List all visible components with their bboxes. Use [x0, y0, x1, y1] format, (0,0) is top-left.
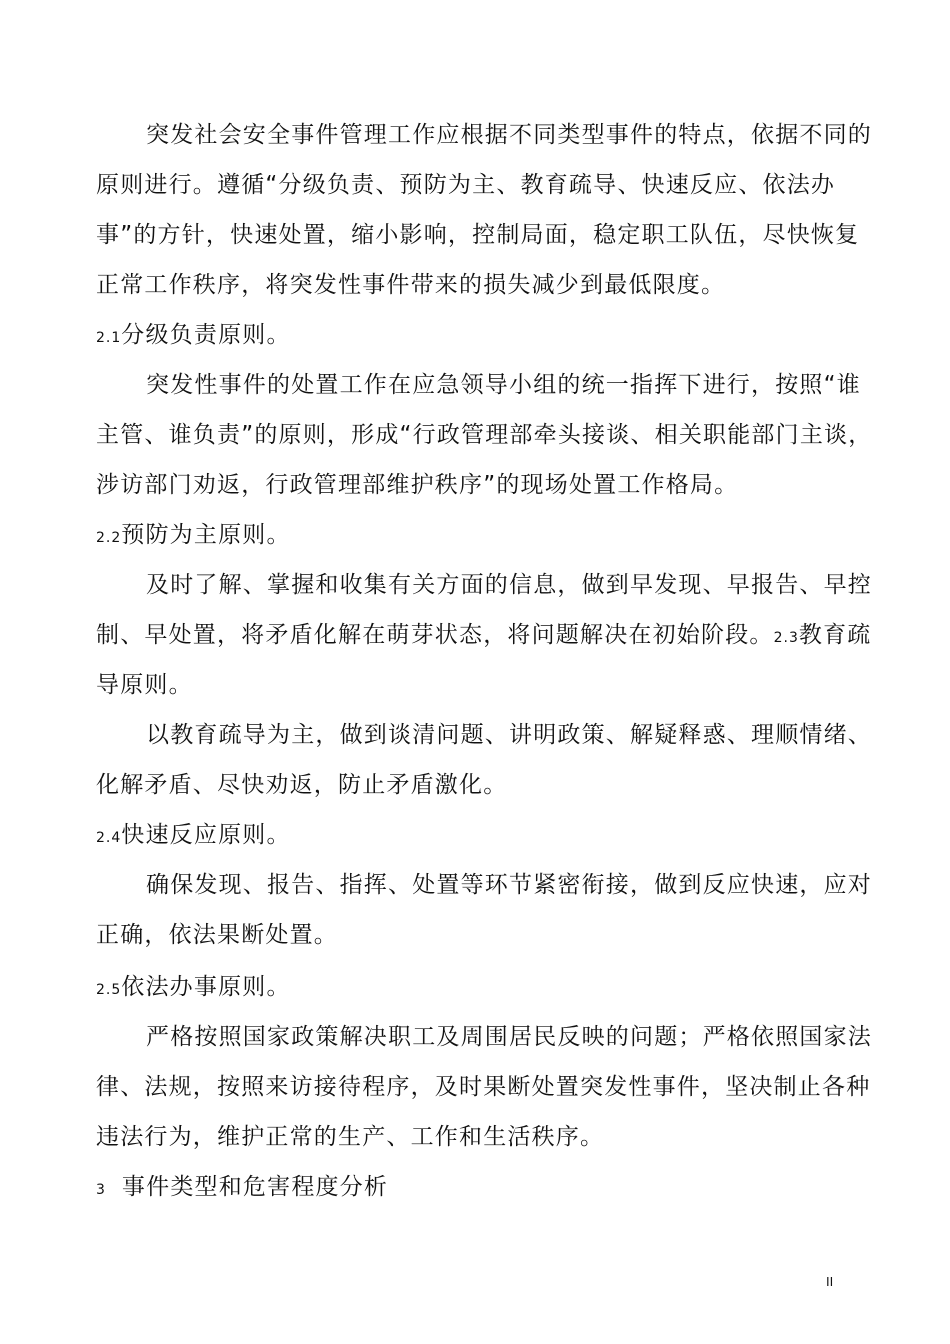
paragraph-4-line-2: 化解矛盾、尽快劝返，防止矛盾激化。: [96, 772, 508, 798]
paragraph-4-line-1: 以教育疏导为主，做到谈清问题、讲明政策、解疑释惑、理顺情绪、: [146, 722, 872, 748]
paragraph-3-line-3: 导原则。: [96, 672, 193, 698]
paragraph-2-line-1: 突发性事件的处置工作在应急领导小组的统一指挥下进行，按照“谁: [146, 372, 861, 398]
section-number: 2.1: [96, 330, 122, 346]
section-heading-3: [96, 1172, 388, 1205]
paragraph-1-line-4: 正常工作秩序，将突发性事件带来的损失减少到最低限度。: [96, 272, 726, 298]
section-title: 分级负责原则。: [121, 322, 291, 348]
paragraph-3-line-2: [96, 620, 871, 653]
paragraph-2-line-2: 主管、谁负责”的原则，形成“行政管理部牵头接谈、相关职能部门主谈，: [96, 422, 873, 448]
paragraph-6-line-1: 严格按照国家政策解决职工及周围居民反映的问题；严格依照国家法: [146, 1024, 872, 1050]
section-title: 依法办事原则。: [121, 974, 291, 1000]
paragraph-1-line-1: 突发社会安全事件管理工作应根据不同类型事件的特点，依据不同的: [146, 122, 872, 148]
section-heading-2-5: [96, 972, 291, 1005]
paragraph-5-line-2: 正确，依法果断处置。: [96, 922, 338, 948]
section-number: 3: [96, 1182, 106, 1198]
section-number: 2.3: [773, 630, 799, 646]
paragraph-1-line-3: 事”的方针，快速处置，缩小影响，控制局面，稳定职工队伍，尽快恢复: [96, 222, 860, 248]
page-number: II: [826, 1274, 834, 1289]
paragraph-1-line-2: 原则进行。遵循“分级负责、预防为主、教育疏导、快速反应、依法办: [96, 172, 836, 198]
section-title: 快速反应原则。: [121, 822, 291, 848]
section-number: 2.2: [96, 530, 122, 546]
paragraph-6-line-2: 律、法规，按照来访接待程序，及时果断处置突发性事件，坚决制止各种: [96, 1074, 871, 1100]
section-number: 2.5: [96, 982, 122, 998]
paragraph-3-line-2-text: 制、早处置，将矛盾化解在萌芽状态，将问题解决在初始阶段。: [96, 622, 774, 648]
section-heading-2-2: [96, 520, 291, 553]
section-number: 2.4: [96, 830, 122, 846]
section-title: 事件类型和危害程度分析: [121, 1174, 389, 1200]
paragraph-3-line-1: 及时了解、掌握和收集有关方面的信息，做到早发现、早报告、早控: [146, 572, 872, 598]
paragraph-5-line-1: 确保发现、报告、指挥、处置等环节紧密衔接，做到反应快速，应对: [146, 872, 872, 898]
section-title: 预防为主原则。: [121, 522, 291, 548]
section-title: 教育疏: [798, 622, 872, 648]
paragraph-6-line-3: 违法行为，维护正常的生产、工作和生活秩序。: [96, 1124, 605, 1150]
section-heading-2-1: [96, 320, 291, 353]
section-heading-2-4: [96, 820, 291, 853]
paragraph-2-line-3: 涉访部门劝返，行政管理部维护秩序”的现场处置工作格局。: [96, 472, 739, 498]
